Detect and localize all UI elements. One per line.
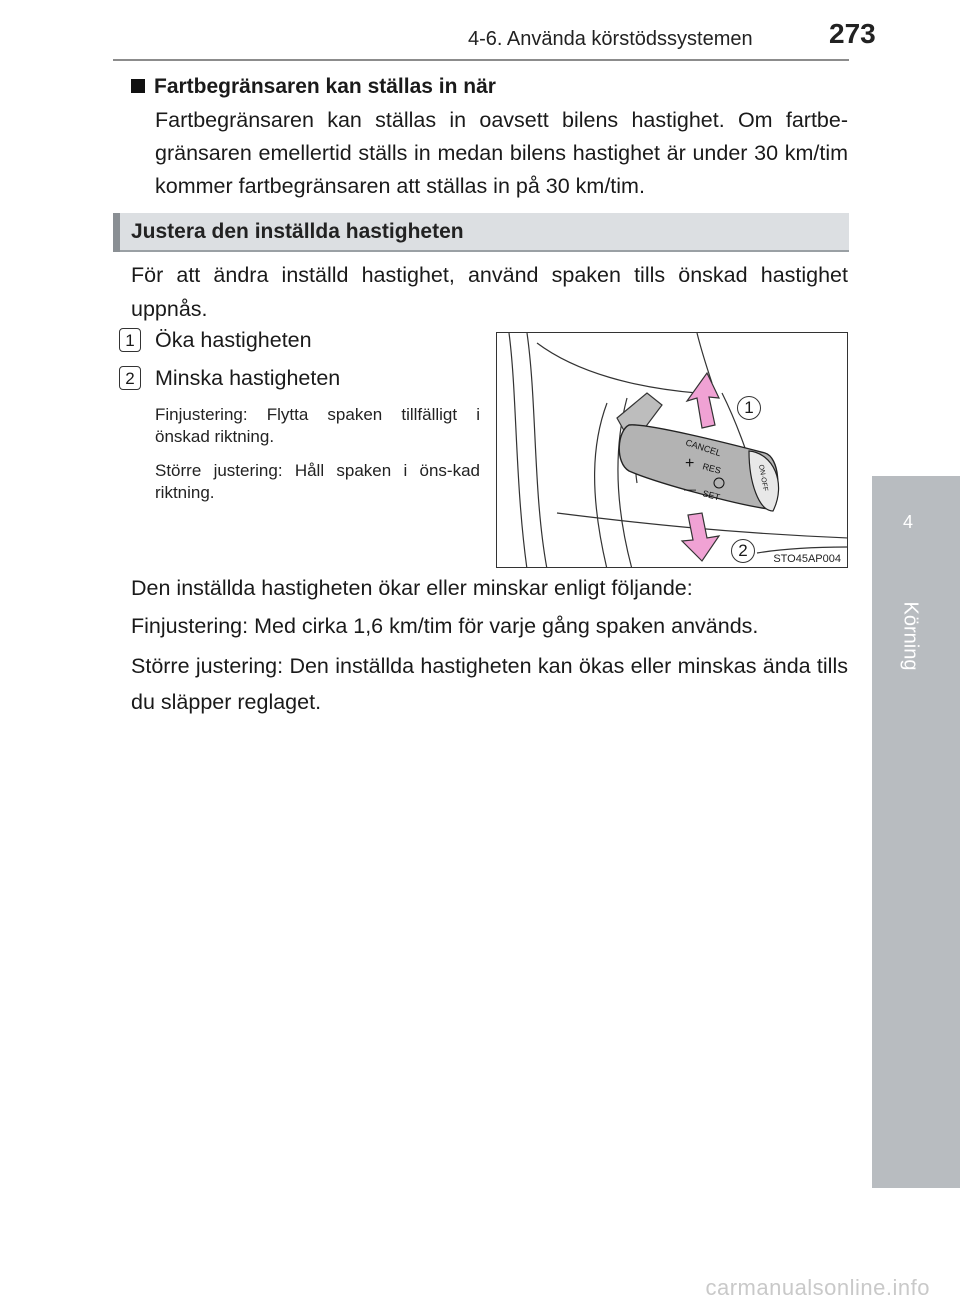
watermark: carmanualsonline.info (705, 1275, 930, 1300)
chapter-number: 4 (902, 512, 913, 532)
lever-set-text: SET (701, 488, 721, 503)
outcome-large: Större justering: Den inställda hastigheten kan ökas eller minskas ända tills du släpper reglaget. (131, 654, 848, 714)
subsection-heading (131, 75, 496, 99)
item-number-badge-2: 2 (119, 366, 141, 390)
lever-cancel-text: CANCEL (684, 437, 723, 459)
figure-code: STO45AP004 (773, 553, 841, 565)
section-bar-accent (113, 213, 120, 252)
item-label-increase: Öka hastigheten (155, 328, 312, 352)
lever-drawing (497, 333, 848, 568)
note-fine-adjustment: Finjustering: Flytta spaken tillfälligt i önskad riktning. (155, 405, 480, 446)
lever-res-text: RES (701, 461, 722, 476)
subsection-body: Fartbegränsaren kan ställas in oavsett bilens hastighet. Om fartbe-gränsaren emellertid ställs in medan bilens hastighet är under 30 km/tim kommer fartbegränsaren att ställas in på 30 km/tim. (155, 108, 848, 198)
figure-callout-1: 1 (737, 396, 761, 420)
figure-callout-2: 2 (731, 539, 755, 563)
arrow-down-icon (682, 513, 719, 561)
outcome-intro: Den inställda hastigheten ökar eller minskar enligt följande: (131, 576, 693, 600)
item-label-decrease: Minska hastigheten (155, 366, 341, 390)
running-header: 4-6. Använda körstödssystemen (468, 28, 753, 50)
outcome-fine: Finjustering: Med cirka 1,6 km/tim för varje gång spaken används. (131, 614, 759, 638)
section-title: Justera den inställda hastigheten (131, 220, 464, 243)
chapter-label: Körning (899, 601, 922, 671)
page-number: 273 (829, 18, 876, 49)
section-heading-bar (113, 213, 849, 252)
lever-illustration (496, 332, 848, 568)
chapter-side-tab (872, 476, 960, 1188)
item-number-badge-1: 1 (119, 328, 141, 352)
lever-minus-text: — (684, 482, 696, 496)
lever-plus-text: + (685, 455, 695, 472)
note-large-adjustment: Större justering: Håll spaken i öns-kad riktning. (155, 461, 480, 502)
section-intro: För att ändra inställd hastighet, använd spaken tills önskad hastighet uppnås. (131, 263, 848, 321)
lever-onoff-text: ON·OFF (757, 464, 769, 492)
square-bullet-icon (131, 79, 145, 93)
header-divider (113, 59, 849, 61)
chapter-label-wrap (890, 576, 930, 696)
subsection-title: Fartbegränsaren kan ställas in när (154, 75, 496, 98)
arrow-up-icon (687, 373, 719, 428)
